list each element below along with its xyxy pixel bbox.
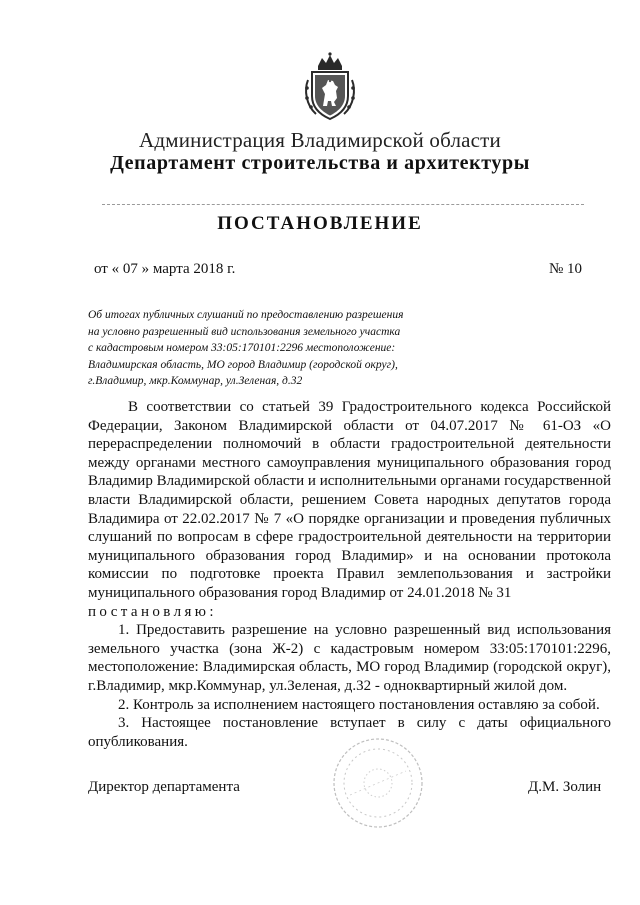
subject-line: г.Владимир, мкр.Коммунар, ул.Зеленая, д.32 bbox=[88, 375, 303, 388]
subject-line: Владимирская область, МО город Владимир (городской округ), bbox=[88, 358, 398, 371]
subject-line: на условно разрешенный вид использования земельного участка bbox=[88, 325, 401, 338]
document-type-heading: ПОСТАНОВЛЕНИЕ bbox=[217, 213, 423, 234]
department-title: Департамент строительства и архитектуры bbox=[110, 152, 530, 174]
agency-title: Администрация Владимирской области bbox=[138, 128, 502, 152]
coat-of-arms-emblem bbox=[300, 50, 360, 122]
subject-line: с кадастровым номером 33:05:170101:2296 местоположение: bbox=[88, 342, 396, 355]
decree-word: постановляю: bbox=[88, 603, 217, 620]
decree-item: 1. Предоставить разрешение на условно разрешенный вид использования земельного участка (зона Ж-2) с кадастровым номером 33:05:170101:2296, местоположение: Владимирская область, МО город Владимир (городской округ), г.Владимир, мкр.Коммунар, ул.Зеленая, д.32 - одноквартирный жилой дом. bbox=[88, 622, 611, 694]
document-number: № 10 bbox=[549, 261, 583, 277]
signer-name: Д.М. Золин bbox=[528, 779, 602, 795]
header-divider bbox=[102, 204, 584, 205]
decree-item: 2. Контроль за исполнением настоящего постановления оставляю за собой. bbox=[118, 696, 600, 713]
subject-line: Об итогах публичных слушаний по предоставлению разрешения bbox=[88, 309, 404, 321]
signer-position: Директор департамента bbox=[88, 779, 240, 795]
document-subject bbox=[88, 307, 468, 390]
document-body bbox=[88, 398, 611, 751]
document-date: от « 07 » марта 2018 г. bbox=[94, 261, 236, 277]
decree-item: 3. Настоящее постановление вступает в силу с даты официального опубликования. bbox=[88, 715, 611, 750]
preamble-paragraph: В соответствии со статьей 39 Градостроительного кодекса Российской Федерации, Законом Владимирской области от 04.07.2017 № 61-ОЗ «О перераспределении полномочий в области градостроительной деятельности между органами местного самоуправления муниципального образования город Владимир Владимирской области и исполнительными органами государственной власти Владимирской области, решением Совета народных депутатов города Владимира от 22.02.2017 № 7 «О порядке организации и проведения публичных слушаний по вопросам в сфере градостроительной деятельности на территории муниципального образования город Владимир» и на основании протокола комиссии по подготовке проекта Правил землепользования и застройки муниципального образования город Владимир от 24.01.2018 № 31 bbox=[88, 399, 611, 601]
official-stamp-seal bbox=[330, 735, 426, 831]
